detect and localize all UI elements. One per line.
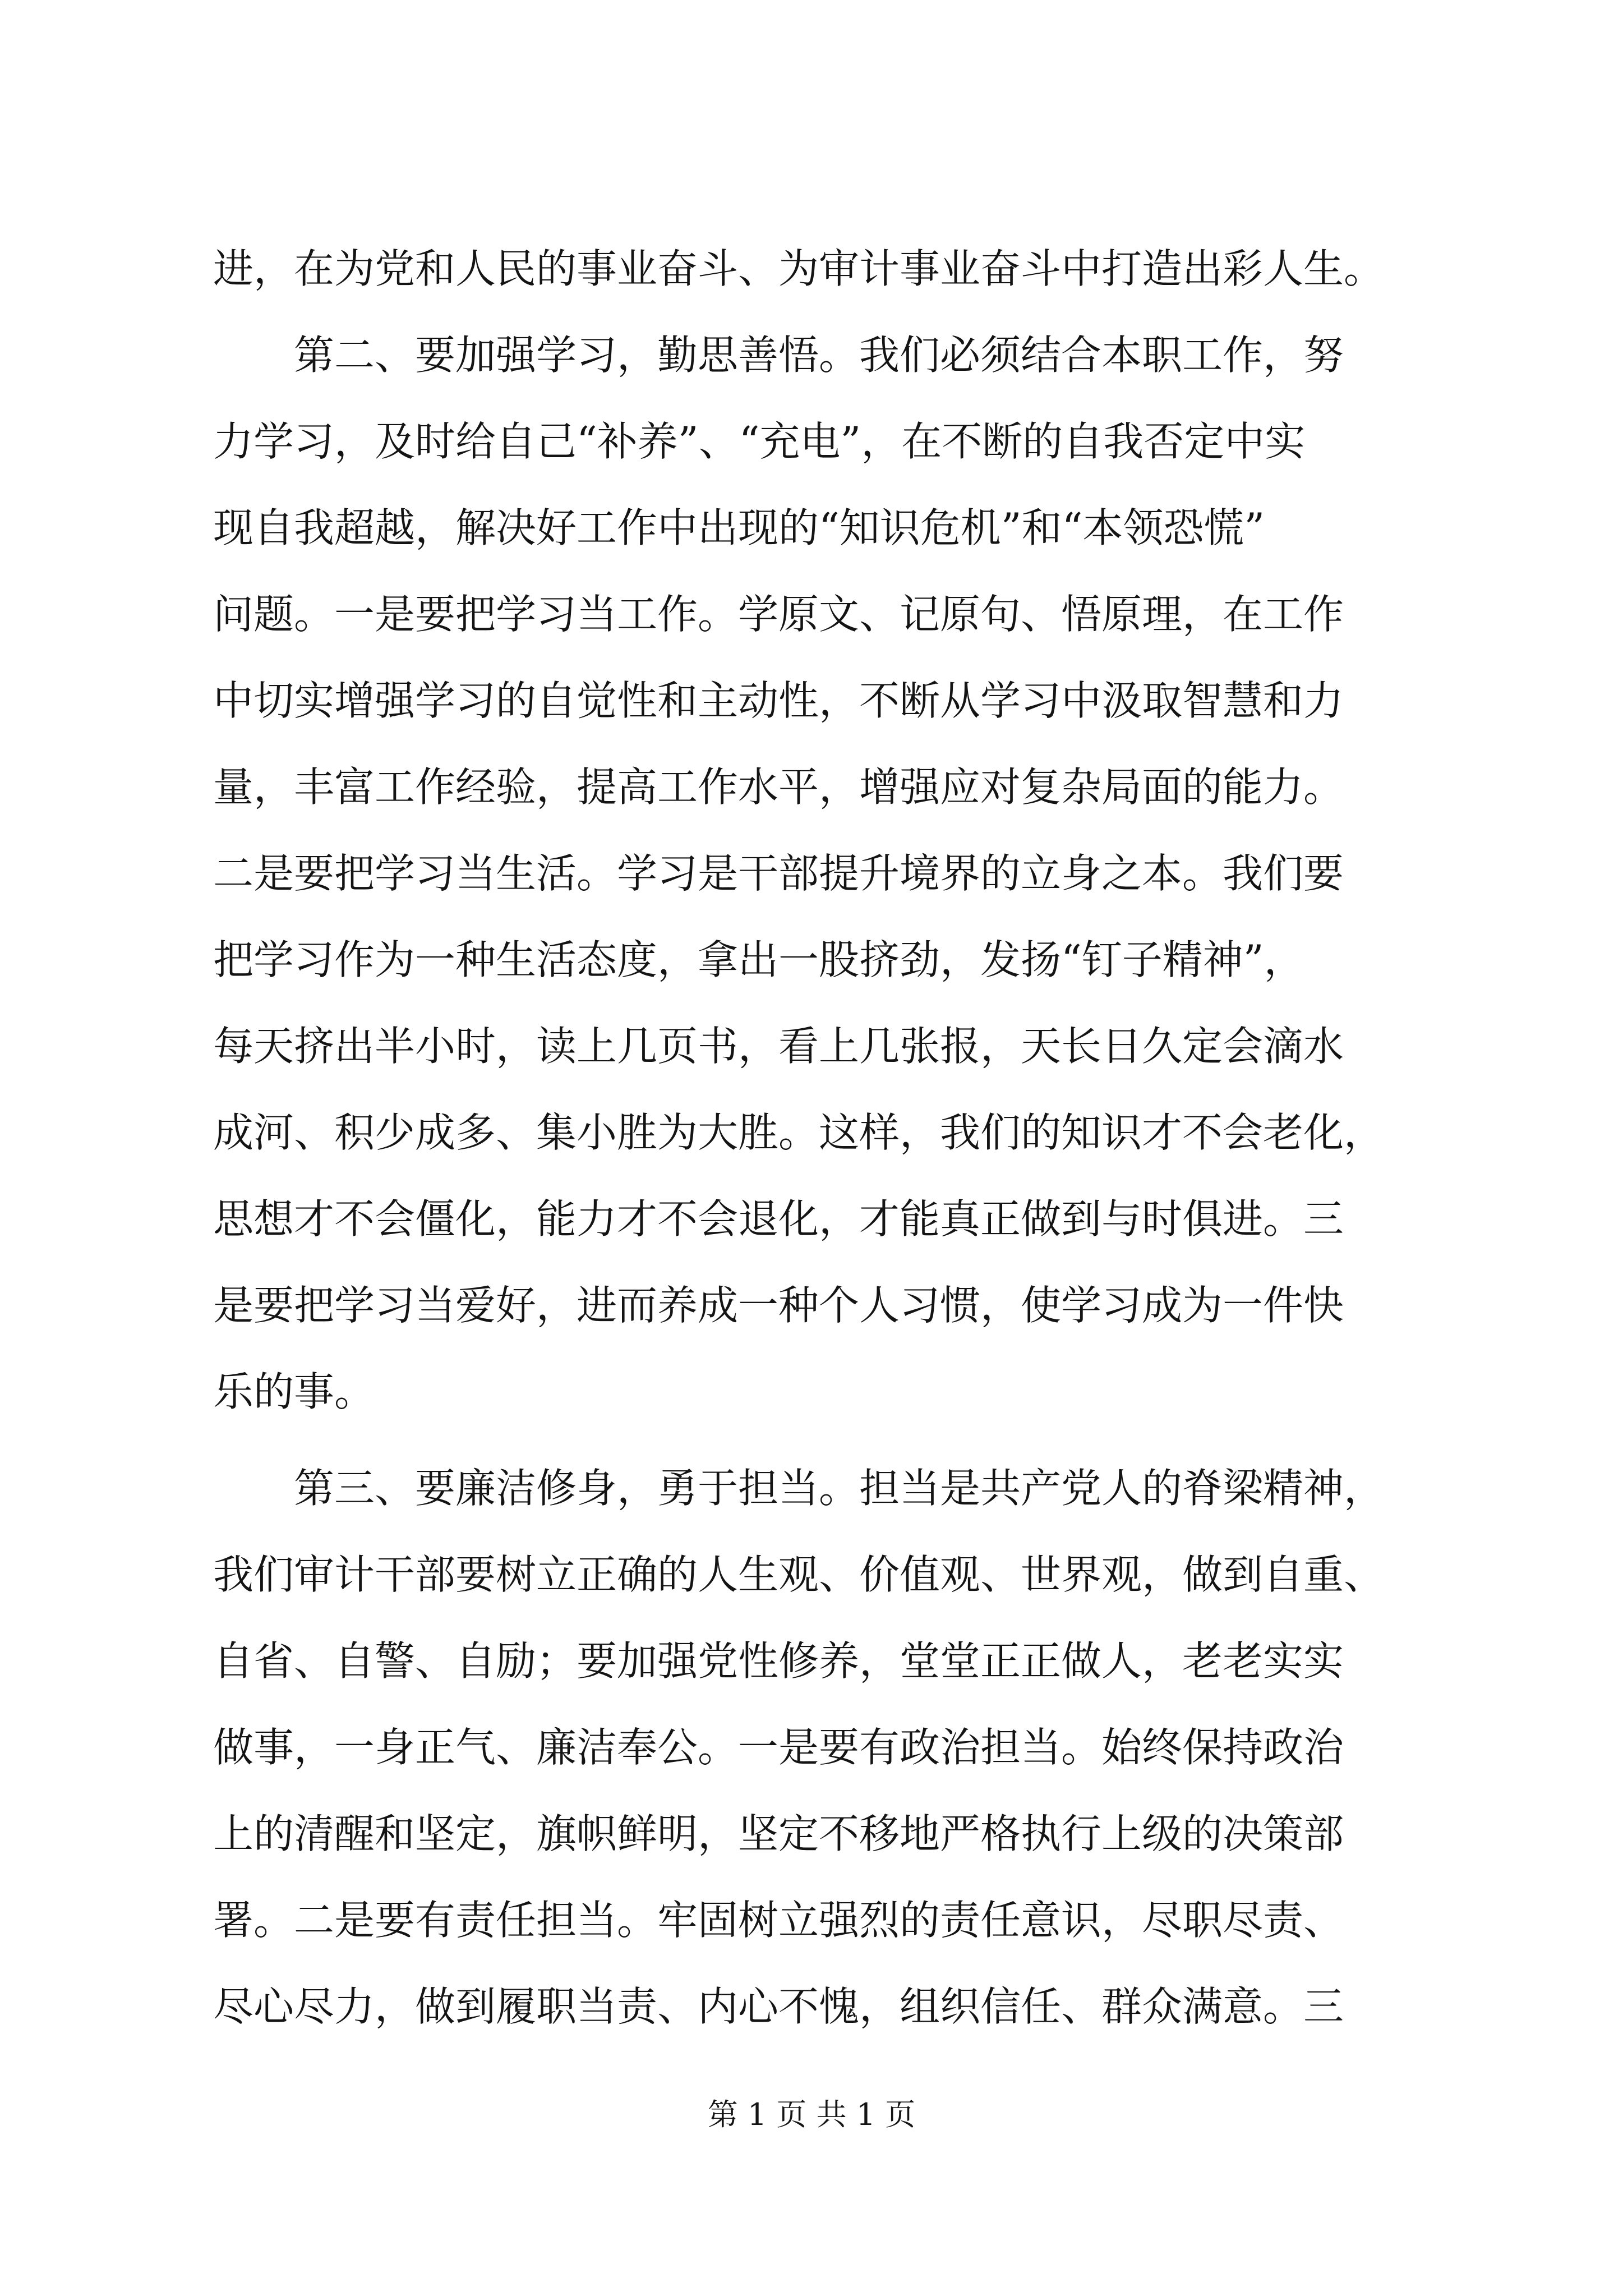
- text-line: 现自我超越，解决好工作中出现的“知识危机”和“本领恐慌”: [213, 504, 1265, 551]
- text-line: 把学习作为一种生活态度，拿出一股挤劲，发扬“钉子精神”，: [213, 936, 1304, 983]
- text-line: 二是要把学习当生活。学习是干部提升境界的立身之本。我们要: [213, 850, 1344, 897]
- text-line: 第二、要加强学习，勤思善悟。我们必须结合本职工作，努: [213, 332, 1344, 379]
- text-line: 第三、要廉洁修身，勇于担当。担当是共产党人的脊梁精神，: [213, 1465, 1385, 1512]
- text-line: 自省、自警、自励；要加强党性修养，堂堂正正做人，老老实实: [213, 1637, 1344, 1685]
- text-line: 尽心尽力，做到履职当责、内心不愧，组织信任、群众满意。三: [213, 1983, 1344, 2030]
- paragraph-gap: [213, 1435, 1419, 1445]
- text-line: 成河、积少成多、集小胜为大胜。这样，我们的知识才不会老化，: [213, 1109, 1385, 1156]
- text-line: 我们审计干部要树立正确的人生观、价值观、世界观，做到自重、: [213, 1551, 1385, 1598]
- text-line: 中切实增强学习的自觉性和主动性，不断从学习中汲取智慧和力: [213, 677, 1344, 724]
- document-body: [213, 226, 1419, 2050]
- text-line: 乐的事。: [213, 1368, 375, 1415]
- text-line: 量，丰富工作经验，提高工作水平，增强应对复杂局面的能力。: [213, 763, 1344, 811]
- page-number-footer: 第 1 页 共 1 页: [707, 2097, 916, 2132]
- text-line: 做事，一身正气、廉洁奉公。一是要有政治担当。始终保持政治: [213, 1724, 1344, 1771]
- text-line: 是要把学习当爱好，进而养成一种个人习惯，使学习成为一件快: [213, 1282, 1344, 1329]
- text-line: 署。二是要有责任担当。牢固树立强烈的责任意识，尽职尽责、: [213, 1897, 1344, 1944]
- text-line: 问题。一是要把学习当工作。学原文、记原句、悟原理，在工作: [213, 591, 1344, 638]
- text-line: 上的清醒和坚定，旗帜鲜明，坚定不移地严格执行上级的决策部: [213, 1810, 1344, 1857]
- text-line: 思想才不会僵化，能力才不会退化，才能真正做到与时俱进。三: [213, 1195, 1344, 1243]
- text-line: 进，在为党和人民的事业奋斗、为审计事业奋斗中打造出彩人生。: [213, 245, 1385, 292]
- text-line: 力学习，及时给自己“补养”、“充电”，在不断的自我否定中实: [213, 418, 1306, 465]
- text-line: 每天挤出半小时，读上几页书，看上几张报，天长日久定会滴水: [213, 1023, 1344, 1070]
